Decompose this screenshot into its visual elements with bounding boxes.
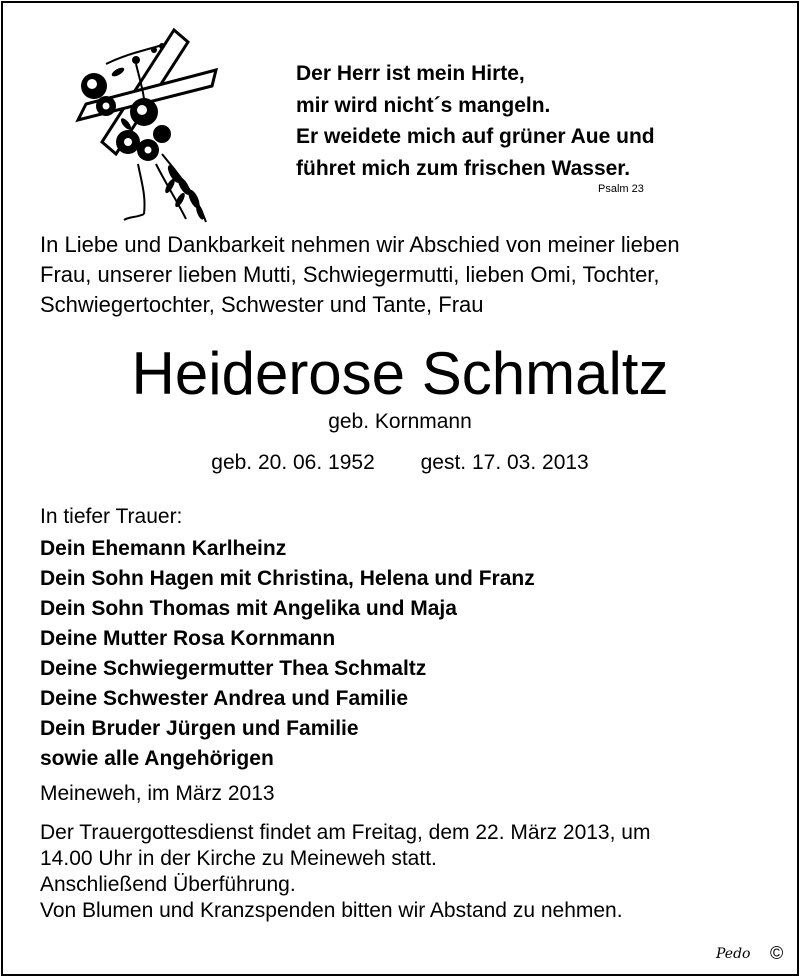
mourner-entry: Dein Bruder Jürgen und Familie: [40, 717, 359, 740]
notice-line: Anschließend Überführung.: [40, 873, 296, 896]
birth-date: geb. 20. 06. 1952: [211, 451, 375, 474]
mourner-entry: Deine Mutter Rosa Kornmann: [40, 627, 336, 650]
mourner-entry: Dein Sohn Thomas mit Angelika und Maja: [40, 597, 457, 620]
funeral-notice: [40, 820, 780, 924]
cross-with-flowers-icon: [66, 24, 226, 224]
death-date: gest. 17. 03. 2013: [420, 451, 589, 474]
psalm-reference: Psalm 23: [598, 183, 644, 195]
psalm-verse: [296, 58, 655, 184]
psalm-line: Der Herr ist mein Hirte,: [296, 62, 525, 85]
notice-line: Der Trauergottesdienst findet am Freitag, dem 22. März 2013, um: [40, 821, 651, 844]
deceased-name: Heiderose Schmaltz: [131, 340, 669, 407]
intro-line: Frau, unserer lieben Mutti, Schwiegermutti, lieben Omi, Tochter,: [40, 262, 660, 287]
notice-line: Von Blumen und Kranzspenden bitten wir Abstand zu nehmen.: [40, 899, 623, 922]
notice-line: 14.00 Uhr in der Kirche zu Meineweh statt.: [40, 847, 437, 870]
life-dates: [0, 451, 800, 475]
mourner-entry: Dein Ehemann Karlheinz: [40, 537, 287, 560]
mourners-list: [40, 534, 535, 774]
mourner-entry: Dein Sohn Hagen mit Christina, Helena und Franz: [40, 567, 535, 590]
designer-signature: Pedo: [716, 946, 751, 962]
maiden-name: geb. Kornmann: [328, 410, 472, 433]
intro-line: Schwiegertochter, Schwester und Tante, Frau: [40, 292, 484, 317]
mourners-heading: In tiefer Trauer:: [40, 505, 183, 528]
psalm-line: Er weidete mich auf grüner Aue und: [296, 125, 655, 148]
mourner-entry: Deine Schwiegermutter Thea Schmaltz: [40, 657, 427, 680]
intro-text: [40, 230, 770, 320]
psalm-line: führet mich zum frischen Wasser.: [296, 156, 631, 180]
intro-line: In Liebe und Dankbarkeit nehmen wir Abschied von meiner lieben: [40, 232, 680, 257]
mourner-entry: sowie alle Angehörigen: [40, 747, 274, 770]
mourner-entry: Deine Schwester Andrea und Familie: [40, 687, 408, 710]
place-date: Meineweh, im März 2013: [40, 782, 275, 805]
psalm-line: mir wird nicht´s mangeln.: [296, 93, 551, 117]
copyright-mark: ©: [770, 943, 784, 963]
